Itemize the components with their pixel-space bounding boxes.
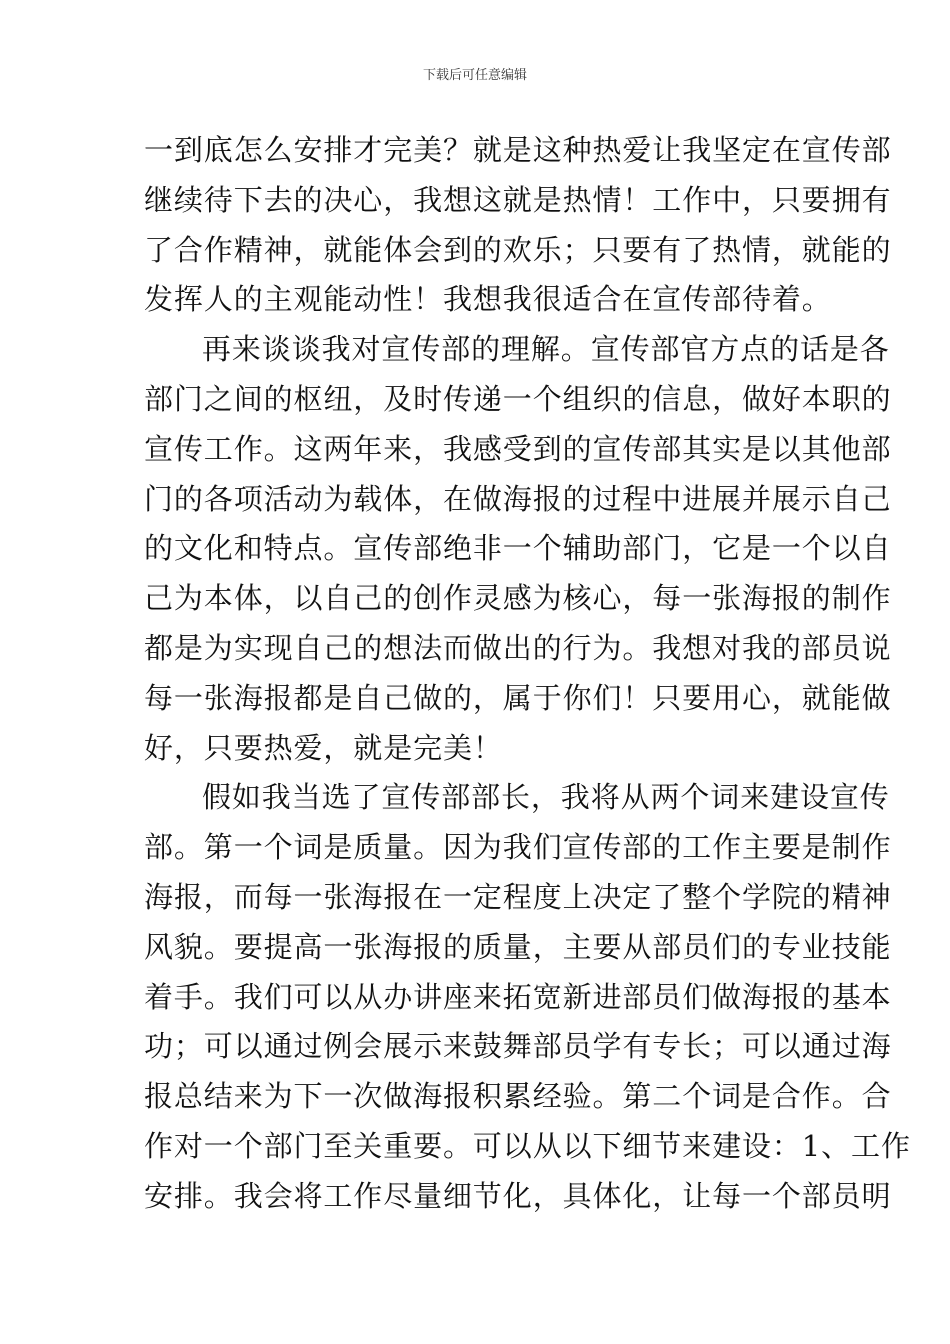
text-line: 每一张海报都是自己做的，属于你们！只要用心，就能做 — [144, 680, 892, 715]
text-line: 部门之间的枢纽，及时传递一个组织的信息，做好本职的 — [144, 381, 892, 416]
text-line: 风貌。要提高一张海报的质量，主要从部员们的专业技能 — [144, 929, 892, 964]
text-line: 假如我当选了宣传部部长，我将从两个词来建设宣传 — [202, 780, 890, 815]
text-line: 着手。我们可以从办讲座来拓宽新进部员们做海报的基本 — [144, 979, 892, 1014]
text-line: 己为本体，以自己的创作灵感为核心，每一张海报的制作 — [144, 581, 892, 616]
text-line: 功；可以通过例会展示来鼓舞部员学有专长；可以通过海 — [144, 1029, 892, 1064]
page-header: 下载后可任意编辑 — [422, 68, 527, 83]
text-line: 再来谈谈我对宣传部的理解。宣传部官方点的话是各 — [202, 332, 890, 367]
text-line: 报总结来为下一次做海报积累经验。第二个词是合作。合 — [144, 1079, 892, 1114]
text-line: 了合作精神，就能体会到的欢乐；只要有了热情，就能的 — [144, 232, 892, 267]
document-body — [144, 126, 911, 1222]
text-line: 发挥人的主观能动性！我想我很适合在宣传部待着。 — [144, 282, 832, 317]
text-line: 海报，而每一张海报在一定程度上决定了整个学院的精神 — [144, 879, 892, 914]
text-line: 一到底怎么安排才完美？就是这种热爱让我坚定在宣传部 — [144, 133, 892, 167]
text-line: 继续待下去的决心，我想这就是热情！工作中，只要拥有 — [144, 182, 892, 217]
text-line: 门的各项活动为载体，在做海报的过程中进展并展示自己 — [144, 481, 892, 516]
text-line: 都是为实现自己的想法而做出的行为。我想对我的部员说 — [144, 630, 892, 665]
text-line: 作对一个部门至关重要。可以从以下细节来建设：1、工作 — [144, 1128, 911, 1163]
text-line: 宣传工作。这两年来，我感受到的宣传部其实是以其他部 — [144, 431, 892, 466]
text-line: 部。第一个词是质量。因为我们宣传部的工作主要是制作 — [144, 830, 892, 865]
text-line: 的文化和特点。宣传部绝非一个辅助部门，它是一个以自 — [144, 531, 892, 566]
text-line: 好，只要热爱，就是完美！ — [144, 730, 503, 765]
text-line: 安排。我会将工作尽量细节化，具体化，让每一个部员明 — [144, 1178, 892, 1213]
